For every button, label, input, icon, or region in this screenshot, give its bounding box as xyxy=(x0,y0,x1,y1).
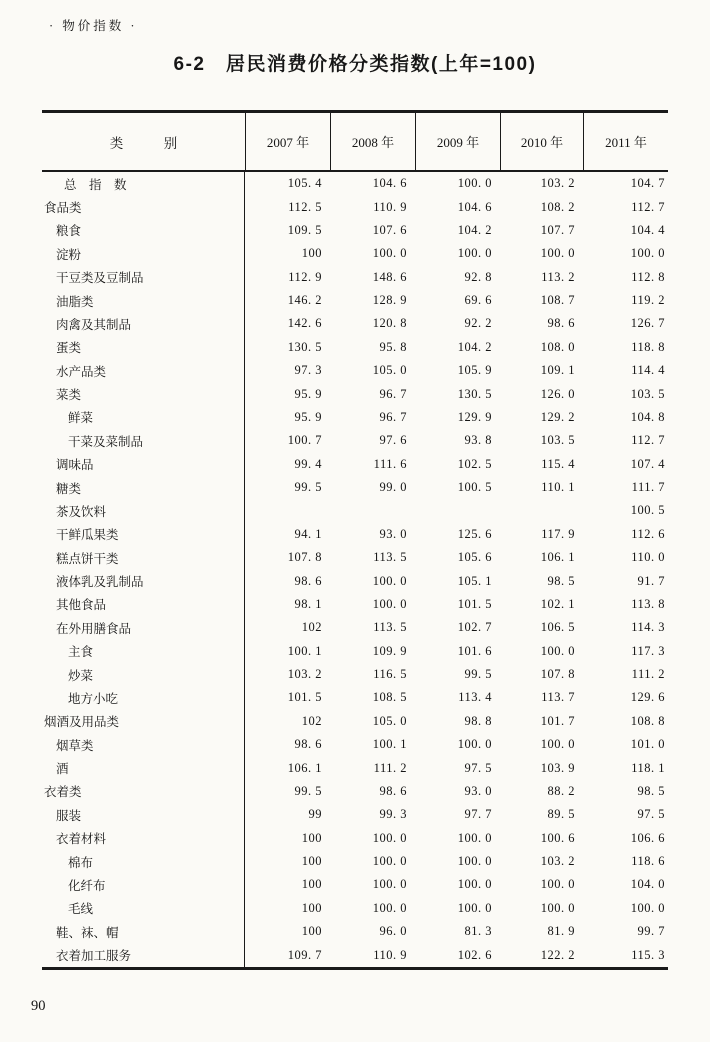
category-cell: 菜类 xyxy=(42,382,245,405)
value-cell-2007 xyxy=(245,499,330,522)
value-cell-2009: 104. 6 xyxy=(457,199,492,214)
category-cell: 油脂类 xyxy=(42,289,245,312)
value-cell-2010: 115. 4 xyxy=(541,456,575,471)
value-cell-2011: 108. 8 xyxy=(630,713,665,728)
running-header: · 物价指数 · xyxy=(49,19,138,33)
value-cell-2011: 100. 0 xyxy=(630,900,665,915)
table-row xyxy=(42,312,668,335)
table-row xyxy=(42,359,668,382)
value-cell-2009: 101. 6 xyxy=(457,643,492,658)
value-cell-2008: 113. 5 xyxy=(373,550,407,565)
value-cell-2011: 114. 3 xyxy=(631,620,665,635)
value-cell-2009: 102. 5 xyxy=(457,456,492,471)
value-cell-2008: 148. 6 xyxy=(372,269,407,284)
value-cell-2009: 100. 0 xyxy=(457,877,492,892)
category-cell: 干豆类及豆制品 xyxy=(42,266,245,289)
value-cell-2007: 109. 5 xyxy=(287,222,322,237)
category-cell: 鲜菜 xyxy=(42,406,245,429)
value-cell-2010: 117. 9 xyxy=(541,526,575,541)
value-cell-2007: 109. 7 xyxy=(287,947,322,962)
value-cell-2009: 100. 0 xyxy=(457,854,492,869)
value-cell-2009: 105. 1 xyxy=(457,573,492,588)
table-row xyxy=(42,710,668,733)
table-row xyxy=(42,827,668,850)
value-cell-2008: 109. 9 xyxy=(372,643,407,658)
table-row xyxy=(42,172,668,195)
value-cell-2009 xyxy=(415,499,500,522)
value-cell-2011: 104. 0 xyxy=(630,877,665,892)
value-cell-2009: 100. 0 xyxy=(457,900,492,915)
category-header-cell: 类 别 xyxy=(109,135,178,151)
value-cell-2007: 100 xyxy=(301,924,322,939)
value-cell-2008: 105. 0 xyxy=(372,363,407,378)
value-cell-2009: 113. 4 xyxy=(458,690,492,705)
value-cell-2009: 98. 8 xyxy=(464,713,492,728)
value-cell-2008: 107. 6 xyxy=(372,222,407,237)
value-cell-2008: 128. 9 xyxy=(372,293,407,308)
year-header-cell-2008: 2008 年 xyxy=(330,113,415,170)
value-cell-2011: 112. 8 xyxy=(631,269,665,284)
value-cell-2008 xyxy=(330,499,415,522)
value-cell-2010: 108. 2 xyxy=(540,199,575,214)
value-cell-2011: 118. 8 xyxy=(631,339,665,354)
category-cell: 调味品 xyxy=(42,453,245,476)
value-cell-2008: 96. 7 xyxy=(379,409,407,424)
value-cell-2007: 98. 1 xyxy=(294,596,322,611)
table-row xyxy=(42,382,668,405)
category-cell: 衣着加工服务 xyxy=(42,943,245,966)
value-cell-2011: 104. 4 xyxy=(630,222,665,237)
category-cell: 炒菜 xyxy=(42,663,245,686)
value-cell-2008: 100. 0 xyxy=(372,830,407,845)
value-cell-2007: 112. 5 xyxy=(288,199,322,214)
table-row xyxy=(42,195,668,218)
value-cell-2011: 97. 5 xyxy=(637,807,665,822)
table-row xyxy=(42,850,668,873)
category-cell: 蛋类 xyxy=(42,336,245,359)
year-header-cell-2011: 2011 年 xyxy=(583,113,668,170)
value-cell-2009: 100. 0 xyxy=(457,176,492,191)
category-cell: 糖类 xyxy=(42,476,245,499)
category-cell: 烟草类 xyxy=(42,733,245,756)
value-cell-2007: 101. 5 xyxy=(287,690,322,705)
value-cell-2008: 97. 6 xyxy=(379,433,407,448)
value-cell-2011: 118. 1 xyxy=(631,760,665,775)
value-cell-2007: 100 xyxy=(301,877,322,892)
category-cell: 淀粉 xyxy=(42,242,245,265)
table-row xyxy=(42,640,668,663)
value-cell-2007: 146. 2 xyxy=(287,293,322,308)
value-cell-2008: 120. 8 xyxy=(372,316,407,331)
value-cell-2007: 102 xyxy=(301,620,322,635)
table-row xyxy=(42,336,668,359)
category-cell: 烟酒及用品类 xyxy=(42,710,245,733)
value-cell-2009: 100. 0 xyxy=(457,737,492,752)
category-cell: 食品类 xyxy=(42,195,245,218)
category-cell: 衣着材料 xyxy=(42,827,245,850)
value-cell-2008: 100. 0 xyxy=(372,877,407,892)
value-cell-2007: 100 xyxy=(301,900,322,915)
value-cell-2010: 110. 1 xyxy=(541,480,575,495)
table-row xyxy=(42,406,668,429)
category-cell: 糕点饼干类 xyxy=(42,546,245,569)
value-cell-2008: 113. 5 xyxy=(373,620,407,635)
table-row xyxy=(42,780,668,803)
year-header-cell-2007: 2007 年 xyxy=(245,113,330,170)
value-cell-2011: 111. 7 xyxy=(631,480,665,495)
value-cell-2010: 108. 0 xyxy=(540,339,575,354)
value-cell-2010: 103. 9 xyxy=(540,760,575,775)
value-cell-2011: 112. 7 xyxy=(631,199,665,214)
value-cell-2011: 100. 0 xyxy=(630,246,665,261)
table-row xyxy=(42,686,668,709)
value-cell-2008: 99. 0 xyxy=(379,480,407,495)
value-cell-2011: 117. 3 xyxy=(631,643,665,658)
value-cell-2010: 107. 7 xyxy=(540,222,575,237)
table-row xyxy=(42,242,668,265)
category-cell: 干鲜瓜果类 xyxy=(42,523,245,546)
value-cell-2008: 108. 5 xyxy=(372,690,407,705)
table-row xyxy=(42,756,668,779)
value-cell-2008: 104. 6 xyxy=(372,176,407,191)
page-number: 90 xyxy=(31,998,46,1014)
value-cell-2009: 100. 0 xyxy=(457,830,492,845)
value-cell-2008: 93. 0 xyxy=(379,526,407,541)
value-cell-2007: 100. 7 xyxy=(287,433,322,448)
value-cell-2009: 104. 2 xyxy=(457,339,492,354)
value-cell-2010 xyxy=(500,499,583,522)
value-cell-2010: 98. 6 xyxy=(547,316,575,331)
table-row xyxy=(42,219,668,242)
value-cell-2009: 102. 7 xyxy=(457,620,492,635)
value-cell-2011: 110. 0 xyxy=(631,550,665,565)
value-cell-2007: 130. 5 xyxy=(287,339,322,354)
value-cell-2010: 113. 2 xyxy=(541,269,575,284)
table-row xyxy=(42,546,668,569)
category-cell: 地方小吃 xyxy=(42,686,245,709)
value-cell-2008: 105. 0 xyxy=(372,713,407,728)
table-row xyxy=(42,663,668,686)
category-cell: 粮食 xyxy=(42,219,245,242)
value-cell-2010: 88. 2 xyxy=(547,783,575,798)
value-cell-2011: 126. 7 xyxy=(630,316,665,331)
value-cell-2010: 103. 2 xyxy=(540,176,575,191)
value-cell-2011: 99. 7 xyxy=(637,924,665,939)
category-cell: 鞋、袜、帽 xyxy=(42,920,245,943)
value-cell-2009: 129. 9 xyxy=(457,409,492,424)
value-cell-2009: 130. 5 xyxy=(457,386,492,401)
table-row xyxy=(42,593,668,616)
value-cell-2010: 103. 2 xyxy=(540,854,575,869)
value-cell-2011: 101. 0 xyxy=(630,737,665,752)
value-cell-2010: 107. 8 xyxy=(540,667,575,682)
value-cell-2011: 129. 6 xyxy=(630,690,665,705)
value-cell-2007: 99. 5 xyxy=(294,783,322,798)
category-cell: 毛线 xyxy=(42,897,245,920)
table-row xyxy=(42,920,668,943)
category-cell: 棉布 xyxy=(42,850,245,873)
value-cell-2007: 99. 4 xyxy=(294,456,322,471)
value-cell-2010: 109. 1 xyxy=(540,363,575,378)
table-row xyxy=(42,897,668,920)
value-cell-2011: 104. 8 xyxy=(630,409,665,424)
category-cell: 液体乳及乳制品 xyxy=(42,569,245,592)
category-cell: 主食 xyxy=(42,640,245,663)
value-cell-2011: 113. 8 xyxy=(631,596,665,611)
value-cell-2007: 112. 9 xyxy=(288,269,322,284)
value-cell-2007: 95. 9 xyxy=(294,386,322,401)
table-row xyxy=(42,803,668,826)
table-row xyxy=(42,873,668,896)
category-cell: 其他食品 xyxy=(42,593,245,616)
table-body xyxy=(42,172,668,970)
value-cell-2010: 106. 1 xyxy=(540,550,575,565)
value-cell-2009: 102. 6 xyxy=(457,947,492,962)
value-cell-2007: 98. 6 xyxy=(294,737,322,752)
value-cell-2007: 98. 6 xyxy=(294,573,322,588)
value-cell-2008: 100. 1 xyxy=(372,737,407,752)
value-cell-2008: 100. 0 xyxy=(372,900,407,915)
value-cell-2010: 100. 0 xyxy=(540,877,575,892)
table-row xyxy=(42,266,668,289)
value-cell-2010: 100. 0 xyxy=(540,643,575,658)
value-cell-2008: 96. 7 xyxy=(379,386,407,401)
table-header-row xyxy=(42,110,668,172)
value-cell-2010: 106. 5 xyxy=(540,620,575,635)
category-cell: 化纤布 xyxy=(42,873,245,896)
value-cell-2007: 100 xyxy=(301,246,322,261)
value-cell-2009: 93. 8 xyxy=(464,433,492,448)
value-cell-2009: 69. 6 xyxy=(464,293,492,308)
value-cell-2007: 103. 2 xyxy=(287,667,322,682)
value-cell-2009: 93. 0 xyxy=(464,783,492,798)
table-row xyxy=(42,499,668,522)
value-cell-2007: 142. 6 xyxy=(287,316,322,331)
category-cell: 茶及饮料 xyxy=(42,499,245,522)
value-cell-2008: 110. 9 xyxy=(373,199,407,214)
value-cell-2011: 107. 4 xyxy=(630,456,665,471)
value-cell-2010: 101. 7 xyxy=(540,713,575,728)
value-cell-2010: 102. 1 xyxy=(540,596,575,611)
value-cell-2008: 95. 8 xyxy=(379,339,407,354)
value-cell-2009: 125. 6 xyxy=(457,526,492,541)
value-cell-2009: 101. 5 xyxy=(457,596,492,611)
table-row xyxy=(42,616,668,639)
value-cell-2010: 100. 0 xyxy=(540,900,575,915)
table-row xyxy=(42,569,668,592)
value-cell-2007: 99 xyxy=(308,807,322,822)
value-cell-2011: 100. 5 xyxy=(630,503,665,518)
value-cell-2008: 100. 0 xyxy=(372,596,407,611)
value-cell-2011: 112. 6 xyxy=(631,526,665,541)
value-cell-2007: 97. 3 xyxy=(294,363,322,378)
value-cell-2010: 100. 0 xyxy=(540,737,575,752)
value-cell-2011: 91. 7 xyxy=(637,573,665,588)
value-cell-2009: 100. 5 xyxy=(457,480,492,495)
value-cell-2009: 92. 2 xyxy=(464,316,492,331)
value-cell-2007: 102 xyxy=(301,713,322,728)
value-cell-2007: 100 xyxy=(301,830,322,845)
value-cell-2011: 115. 3 xyxy=(631,947,665,962)
value-cell-2007: 94. 1 xyxy=(294,526,322,541)
category-cell: 服装 xyxy=(42,803,245,826)
value-cell-2009: 97. 7 xyxy=(464,807,492,822)
value-cell-2008: 111. 6 xyxy=(373,456,407,471)
year-header-cell-2009: 2009 年 xyxy=(415,113,500,170)
value-cell-2011: 114. 4 xyxy=(631,363,665,378)
value-cell-2007: 100 xyxy=(301,854,322,869)
value-cell-2011: 119. 2 xyxy=(631,293,665,308)
category-cell: 酒 xyxy=(42,756,245,779)
value-cell-2007: 105. 4 xyxy=(287,176,322,191)
table-row xyxy=(42,429,668,452)
page-title: 6-2 居民消费价格分类指数(上年=100) xyxy=(173,54,537,75)
value-cell-2009: 100. 0 xyxy=(457,246,492,261)
value-cell-2008: 96. 0 xyxy=(379,924,407,939)
value-cell-2010: 100. 6 xyxy=(540,830,575,845)
value-cell-2010: 122. 2 xyxy=(540,947,575,962)
value-cell-2010: 108. 7 xyxy=(540,293,575,308)
value-cell-2011: 106. 6 xyxy=(630,830,665,845)
value-cell-2011: 118. 6 xyxy=(631,854,665,869)
table-row xyxy=(42,453,668,476)
value-cell-2011: 111. 2 xyxy=(631,667,665,682)
value-cell-2011: 104. 7 xyxy=(630,176,665,191)
category-cell: 肉禽及其制品 xyxy=(42,312,245,335)
value-cell-2007: 106. 1 xyxy=(287,760,322,775)
value-cell-2010: 113. 7 xyxy=(541,690,575,705)
value-cell-2010: 100. 0 xyxy=(540,246,575,261)
value-cell-2008: 116. 5 xyxy=(373,667,407,682)
value-cell-2009: 105. 9 xyxy=(457,363,492,378)
value-cell-2011: 103. 5 xyxy=(630,386,665,401)
value-cell-2010: 129. 2 xyxy=(540,409,575,424)
category-cell: 衣着类 xyxy=(42,780,245,803)
value-cell-2010: 126. 0 xyxy=(540,386,575,401)
table-row xyxy=(42,476,668,499)
value-cell-2008: 110. 9 xyxy=(373,947,407,962)
value-cell-2008: 99. 3 xyxy=(379,807,407,822)
category-cell: 干菜及菜制品 xyxy=(42,429,245,452)
value-cell-2008: 100. 0 xyxy=(372,573,407,588)
category-cell: 在外用膳食品 xyxy=(42,616,245,639)
value-cell-2009: 81. 3 xyxy=(464,924,492,939)
year-header-cell-2010: 2010 年 xyxy=(500,113,583,170)
category-cell: 总 指 数 xyxy=(42,172,245,195)
category-cell: 水产品类 xyxy=(42,359,245,382)
value-cell-2008: 100. 0 xyxy=(372,246,407,261)
table-row xyxy=(42,733,668,756)
value-cell-2010: 103. 5 xyxy=(540,433,575,448)
price-index-table xyxy=(42,110,668,970)
value-cell-2010: 81. 9 xyxy=(547,924,575,939)
table-row xyxy=(42,523,668,546)
value-cell-2008: 111. 2 xyxy=(373,760,407,775)
value-cell-2009: 105. 6 xyxy=(457,550,492,565)
value-cell-2009: 99. 5 xyxy=(464,667,492,682)
value-cell-2011: 112. 7 xyxy=(631,433,665,448)
value-cell-2007: 100. 1 xyxy=(287,643,322,658)
value-cell-2010: 89. 5 xyxy=(547,807,575,822)
table-row xyxy=(42,943,668,966)
table-row xyxy=(42,289,668,312)
value-cell-2007: 95. 9 xyxy=(294,409,322,424)
value-cell-2007: 107. 8 xyxy=(287,550,322,565)
value-cell-2007: 99. 5 xyxy=(294,480,322,495)
value-cell-2009: 104. 2 xyxy=(457,222,492,237)
value-cell-2008: 98. 6 xyxy=(379,783,407,798)
value-cell-2008: 100. 0 xyxy=(372,854,407,869)
value-cell-2011: 98. 5 xyxy=(637,783,665,798)
value-cell-2010: 98. 5 xyxy=(547,573,575,588)
value-cell-2009: 97. 5 xyxy=(464,760,492,775)
value-cell-2009: 92. 8 xyxy=(464,269,492,284)
